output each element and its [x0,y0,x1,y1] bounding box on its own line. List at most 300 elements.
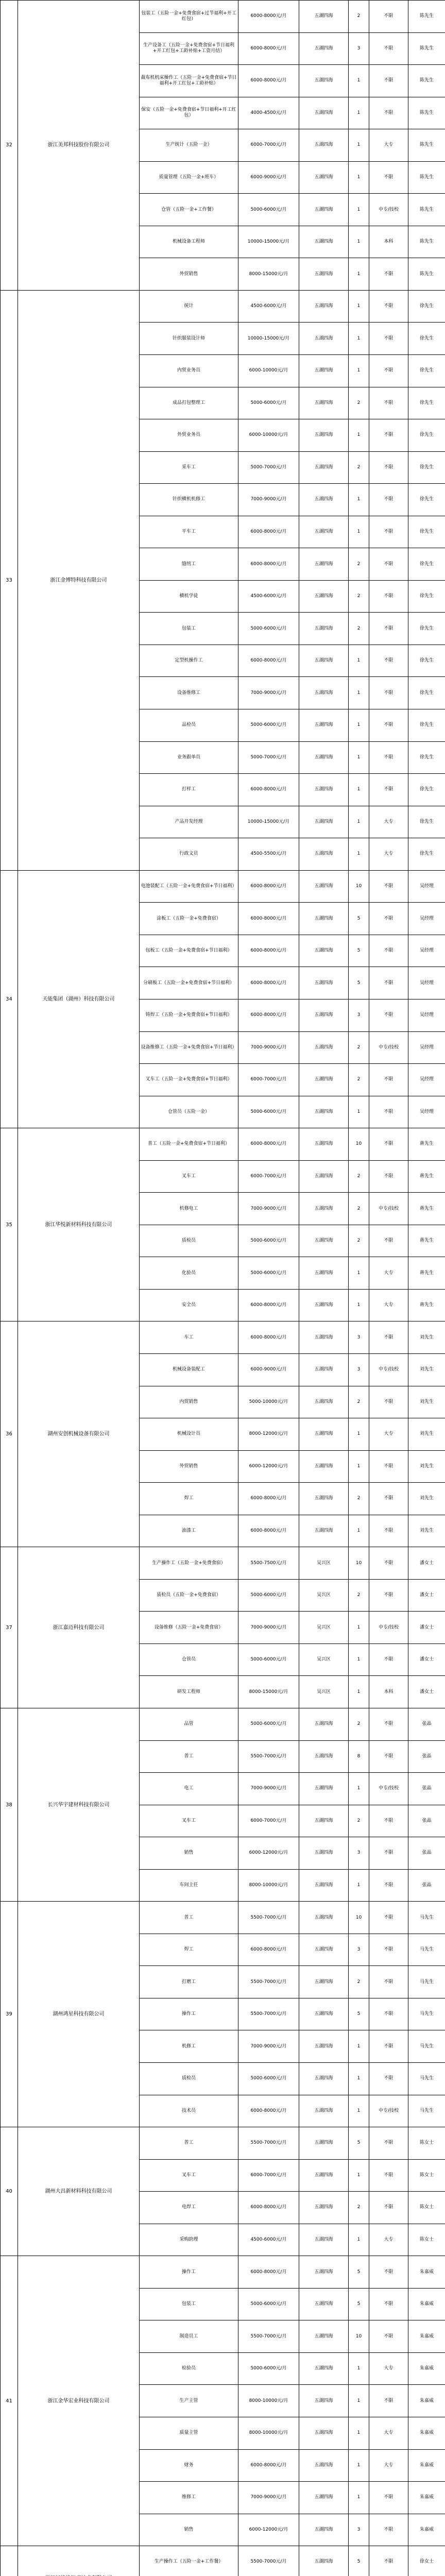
job-salary: 5000-6000元/月 [238,2063,299,2095]
job-headcount: 1 [349,65,369,97]
job-contact: 吴经理 [408,1096,445,1128]
job-headcount: 2 [349,548,369,581]
job-headcount: 3 [349,1321,369,1354]
company-number: 35 [1,1128,18,1321]
job-education: 不限 [369,2482,408,2514]
job-position: 普工 [140,1740,238,1773]
job-position: 包装工 [140,613,238,645]
job-headcount: 3 [349,1353,369,1386]
job-location: 五湖四海 [299,709,349,742]
job-headcount: 10 [349,2320,369,2353]
job-headcount: 1 [349,516,369,548]
job-education: 不限 [369,161,408,194]
company-name [18,2546,140,2576]
job-position: 包装工 [140,2288,238,2320]
job-headcount: 1 [349,1096,369,1128]
job-education: 不限 [369,2320,408,2353]
job-position: 包板工（五险一金+免费食宿+节日福利） [140,935,238,967]
job-position: 油漆工 [140,1515,238,1547]
job-headcount: 1 [349,1773,369,1805]
job-education: 不限 [369,2546,408,2576]
job-headcount: 10 [349,870,369,903]
job-education: 不限 [369,323,408,355]
job-contact: 朱嘉威 [408,2417,445,2450]
job-education: 不限 [369,1483,408,1515]
job-position: 采购助理 [140,2224,238,2256]
job-contact: 张晶 [408,1837,445,1870]
job-contact: 蒋先生 [408,1289,445,1321]
job-salary: 5000-6000元/月 [238,1257,299,1290]
job-education: 不限 [369,580,408,613]
job-headcount: 2 [349,1031,369,1064]
company-name: 浙江华悦新材料科技有限公司 [18,1128,140,1321]
job-salary: 6000-8000元/月 [238,1128,299,1161]
company-name: 天能集团（湖州）科技有限公司 [18,870,140,1128]
job-headcount: 5 [349,2288,369,2320]
job-headcount: 1 [349,161,369,194]
job-contact: 刘先生 [408,1386,445,1418]
job-salary: 5500-7000元/月 [238,2546,299,2576]
job-contact: 吴经理 [408,967,445,999]
job-position: 外贸业务员 [140,419,238,452]
job-headcount: 1 [349,2449,369,2482]
job-position: 机械设计员 [140,1418,238,1451]
job-position: 电焊工 [140,2192,238,2224]
job-salary: 5000-6000元/月 [238,1579,299,1612]
job-salary: 7000-9000元/月 [238,1193,299,1225]
job-location: 五湖四海 [299,2417,349,2450]
job-education: 不限 [369,387,408,419]
job-position: 车间主任 [140,1869,238,1902]
job-location: 五湖四海 [299,2224,349,2256]
job-salary: 5000-6000元/月 [238,1708,299,1740]
job-headcount: 5 [349,1998,369,2030]
job-headcount: 1 [349,323,369,355]
job-contact: 蒋先生 [408,1225,445,1257]
job-contact: 刘先生 [408,1450,445,1483]
job-headcount: 2 [349,1966,369,1998]
job-position: 销售 [140,1837,238,1870]
job-headcount: 3 [349,32,369,65]
job-salary: 7000-9000元/月 [238,1031,299,1064]
job-position: 质检员 [140,2063,238,2095]
job-location: 五湖四海 [299,806,349,838]
job-position: 设备维修（五险一金+免费食宿） [140,1612,238,1644]
job-location: 吴兴区 [299,1547,349,1580]
job-contact: 马先生 [408,1966,445,1998]
job-contact: 朱嘉威 [408,2514,445,2546]
job-education: 不限 [369,1998,408,2030]
job-headcount: 1 [349,1418,369,1451]
job-headcount: 10 [349,1547,369,1580]
job-location: 五湖四海 [299,2352,349,2385]
job-position: 焊工 [140,1934,238,1966]
job-contact: 徐先生 [408,838,445,871]
job-headcount: 2 [349,1,369,33]
job-location: 五湖四海 [299,2449,349,2482]
job-location: 五湖四海 [299,870,349,903]
job-location: 五湖四海 [299,1386,349,1418]
job-location: 五湖四海 [299,1257,349,1290]
job-contact: 陈先生 [408,32,445,65]
table-row [1,1321,445,1354]
job-headcount: 1 [349,2417,369,2450]
job-contact: 陈先生 [408,129,445,162]
job-contact: 潘女士 [408,1676,445,1708]
job-headcount: 1 [349,2030,369,2063]
job-contact: 徐先生 [408,741,445,774]
job-contact: 朱嘉威 [408,2256,445,2289]
job-location: 五湖四海 [299,1966,349,1998]
job-contact: 徐先生 [408,451,445,484]
job-headcount: 3 [349,1837,369,1870]
job-headcount: 2 [349,1483,369,1515]
company-name: 湖州安创机械设备有限公司 [18,1321,140,1547]
job-location: 五湖四海 [299,741,349,774]
job-education: 不限 [369,1869,408,1902]
job-contact: 马先生 [408,1998,445,2030]
job-education: 不限 [369,2063,408,2095]
job-location: 五湖四海 [299,2127,349,2160]
job-contact: 陈女士 [408,2224,445,2256]
job-contact: 吴经理 [408,903,445,935]
job-position: 电池装配工（五险一金+免费食宿+节日福利） [140,870,238,903]
table-row [1,2256,445,2289]
job-position: 生产统计（五险一金） [140,129,238,162]
job-education: 中专/技校 [369,2095,408,2127]
job-education: 不限 [369,999,408,1031]
job-headcount: 1 [349,774,369,806]
job-education: 不限 [369,1064,408,1096]
job-contact: 张晶 [408,1740,445,1773]
job-contact: 吴经理 [408,1031,445,1064]
company-number: 36 [1,1321,18,1547]
job-location: 五湖四海 [299,1805,349,1837]
job-education: 大专 [369,2449,408,2482]
job-salary: 5500-7000元/月 [238,1902,299,1934]
job-education: 不限 [369,709,408,742]
job-salary: 6000-8000元/月 [238,935,299,967]
job-headcount: 1 [349,226,369,258]
job-headcount: 1 [349,2385,369,2417]
table-row [1,1128,445,1161]
job-contact: 徐先生 [408,774,445,806]
job-location: 五湖四海 [299,32,349,65]
job-headcount: 1 [349,1289,369,1321]
job-salary: 6000-9000元/月 [238,161,299,194]
job-headcount: 5 [349,967,369,999]
table-row [1,290,445,323]
job-position: 包装工（五险一金+免费食宿+过节福利+开工红包） [140,1,238,33]
job-education: 不限 [369,2127,408,2160]
job-education: 不限 [369,1,408,33]
job-contact: 朱嘉威 [408,2449,445,2482]
job-headcount: 3 [349,999,369,1031]
job-contact: 朱嘉威 [408,2352,445,2385]
job-education: 不限 [369,1386,408,1418]
table-row [1,1708,445,1740]
job-contact: 陈先生 [408,226,445,258]
job-position: 打样工 [140,774,238,806]
job-contact: 陈先生 [408,65,445,97]
job-position: 普工（五险一金+免费食宿+节日福利） [140,1128,238,1161]
job-headcount: 2 [349,580,369,613]
job-location: 五湖四海 [299,838,349,871]
job-location: 五湖四海 [299,387,349,419]
job-position: 机修电工 [140,1193,238,1225]
job-education: 不限 [369,1547,408,1580]
job-salary: 7000-9000元/月 [238,1773,299,1805]
job-salary: 6000-8000元/月 [238,1515,299,1547]
job-contact: 徐先生 [408,355,445,387]
job-location: 五湖四海 [299,645,349,677]
job-headcount: 1 [349,194,369,226]
job-position: 行政文员 [140,838,238,871]
job-position: 技术员 [140,2095,238,2127]
job-headcount: 3 [349,2514,369,2546]
job-headcount: 3 [349,1934,369,1966]
job-contact: 潘女士 [408,1612,445,1644]
job-education: 不限 [369,1450,408,1483]
job-education: 不限 [369,1225,408,1257]
job-position: 化验员 [140,1257,238,1290]
job-location: 五湖四海 [299,161,349,194]
job-salary: 5500-7000元/月 [238,1966,299,1998]
job-salary: 4500-6000元/月 [238,290,299,323]
job-position: 针织服装设计师 [140,323,238,355]
job-salary: 4500-6000元/月 [238,580,299,613]
job-salary: 10000-15000元/月 [238,323,299,355]
job-contact: 徐先生 [408,613,445,645]
job-location: 五湖四海 [299,516,349,548]
job-location: 五湖四海 [299,1064,349,1096]
company-number: 34 [1,870,18,1128]
job-education: 不限 [369,1096,408,1128]
job-education: 中专/技校 [369,1773,408,1805]
job-salary: 6000-8000元/月 [238,870,299,903]
job-location: 五湖四海 [299,2385,349,2417]
job-headcount: 2 [349,1708,369,1740]
job-education: 不限 [369,548,408,581]
job-location: 五湖四海 [299,97,349,129]
job-position: 生产主管 [140,2385,238,2417]
job-location: 五湖四海 [299,1160,349,1193]
job-salary: 8000-15000元/月 [238,258,299,291]
job-salary: 5000-7000元/月 [238,451,299,484]
table-row [1,870,445,903]
job-salary: 6000-12000元/月 [238,1837,299,1870]
job-location: 五湖四海 [299,258,349,291]
job-headcount: 1 [349,806,369,838]
job-salary: 7000-9000元/月 [238,484,299,516]
job-location: 五湖四海 [299,2288,349,2320]
job-education: 不限 [369,2385,408,2417]
job-position: 叉车工 [140,2159,238,2192]
job-salary: 7000-9000元/月 [238,2482,299,2514]
job-salary: 6000-8000元/月 [238,516,299,548]
job-headcount: 10 [349,1902,369,1934]
job-position: 打磨工 [140,1966,238,1998]
job-location: 五湖四海 [299,1837,349,1870]
job-position: 针织横机机修工 [140,484,238,516]
table-row [1,1547,445,1580]
job-contact: 徐先生 [408,516,445,548]
job-contact: 马先生 [408,2095,445,2127]
job-contact: 张晶 [408,1869,445,1902]
job-position: 设备维修工 [140,677,238,709]
job-contact: 刘先生 [408,1353,445,1386]
job-location: 五湖四海 [299,1321,349,1354]
job-education: 不限 [369,1515,408,1547]
job-location: 五湖四海 [299,355,349,387]
job-headcount: 1 [349,2224,369,2256]
job-education: 不限 [369,65,408,97]
job-salary: 5500-7000元/月 [238,2127,299,2160]
job-location: 五湖四海 [299,1128,349,1161]
job-position: 保安（五险一金+免费食宿+节日福利+开工红包） [140,97,238,129]
job-headcount: 2 [349,2192,369,2224]
job-location: 五湖四海 [299,1934,349,1966]
job-education: 不限 [369,2256,408,2289]
job-headcount: 1 [349,484,369,516]
job-salary: 6000-7000元/月 [238,2159,299,2192]
job-location: 五湖四海 [299,2320,349,2353]
job-location: 五湖四海 [299,1289,349,1321]
job-location: 五湖四海 [299,419,349,452]
job-education: 不限 [369,2514,408,2546]
job-salary: 5500-7000元/月 [238,2320,299,2353]
job-position: 普工 [140,1902,238,1934]
job-location: 五湖四海 [299,1773,349,1805]
job-location: 五湖四海 [299,1096,349,1128]
job-position: 普工 [140,2127,238,2160]
job-education: 不限 [369,2030,408,2063]
job-education: 不限 [369,1321,408,1354]
job-education: 不限 [369,677,408,709]
job-salary: 10000-15000元/月 [238,806,299,838]
job-salary: 5500-7000元/月 [238,1740,299,1773]
job-salary: 5000-10000元/月 [238,1386,299,1418]
job-education: 不限 [369,1643,408,1676]
job-position: 统计 [140,290,238,323]
job-headcount: 2 [349,613,369,645]
job-headcount: 8 [349,1740,369,1773]
company-name: 湖州鸿星科技有限公司 [18,1902,140,2127]
job-salary: 6000-7000元/月 [238,1160,299,1193]
job-contact: 徐先生 [408,806,445,838]
job-position: 横机学徒 [140,580,238,613]
job-salary: 10000-15000元/月 [238,226,299,258]
job-headcount: 1 [349,1515,369,1547]
job-location: 五湖四海 [299,484,349,516]
job-education: 大专 [369,2352,408,2385]
job-salary: 5000-6000元/月 [238,613,299,645]
job-position: 维修工 [140,2482,238,2514]
job-location: 五湖四海 [299,1,349,33]
job-headcount: 1 [349,645,369,677]
job-location: 五湖四海 [299,999,349,1031]
job-salary: 6000-10000元/月 [238,419,299,452]
job-contact: 吴经理 [408,870,445,903]
job-headcount: 2 [349,1805,369,1837]
job-headcount: 1 [349,129,369,162]
job-salary: 6000-8000元/月 [238,2256,299,2289]
job-contact: 马先生 [408,1934,445,1966]
job-location: 五湖四海 [299,1902,349,1934]
job-contact: 陈女士 [408,2192,445,2224]
job-contact: 徐先生 [408,419,445,452]
job-education: 不限 [369,290,408,323]
job-salary: 5000-6000元/月 [238,2352,299,2385]
job-headcount: 5 [349,903,369,935]
job-position: 业务跟单员 [140,741,238,774]
job-headcount: 1 [349,419,369,452]
job-salary: 4500-6000元/月 [238,2224,299,2256]
job-education: 不限 [369,32,408,65]
job-position: 铸焊工（五险一金+免费食宿+节日福利） [140,999,238,1031]
job-position: 设备维修工（五险一金+免费食宿+节日福利） [140,1031,238,1064]
company-number: 33 [1,290,18,870]
job-position: 外贸销售 [140,258,238,291]
job-salary: 6000-8000元/月 [238,65,299,97]
job-position: 研发工程师 [140,1676,238,1708]
job-headcount: 1 [349,2095,369,2127]
job-location: 五湖四海 [299,65,349,97]
job-location: 吴兴区 [299,1643,349,1676]
job-contact: 刘先生 [408,1321,445,1354]
job-position: 生产操作工（五险一金+免费食宿） [140,1547,238,1580]
job-salary: 6000-8000元/月 [238,2192,299,2224]
job-location: 五湖四海 [299,2030,349,2063]
job-location: 五湖四海 [299,1353,349,1386]
job-contact: 吴经理 [408,935,445,967]
job-salary: 6000-8000元/月 [238,32,299,65]
job-headcount: 1 [349,290,369,323]
job-salary: 6000-8000元/月 [238,774,299,806]
job-location: 五湖四海 [299,2482,349,2514]
job-headcount: 2 [349,1225,369,1257]
job-contact: 朱嘉威 [408,2385,445,2417]
job-location: 五湖四海 [299,323,349,355]
job-location: 五湖四海 [299,2546,349,2576]
job-salary: 6000-10000元/月 [238,355,299,387]
job-education: 不限 [369,97,408,129]
job-education: 不限 [369,1902,408,1934]
job-salary: 6000-8000元/月 [238,967,299,999]
job-location: 五湖四海 [299,226,349,258]
job-salary: 6000-8000元/月 [238,1289,299,1321]
job-education: 中专/技校 [369,194,408,226]
job-salary: 6000-7000元/月 [238,129,299,162]
job-headcount: 1 [349,1869,369,1902]
job-position: 制造员工 [140,2320,238,2353]
job-contact: 徐先生 [408,709,445,742]
job-position: 质检员（五险一金+免费食宿） [140,1579,238,1612]
job-salary: 7000-9000元/月 [238,677,299,709]
job-education: 不限 [369,258,408,291]
job-salary: 6000-8000元/月 [238,999,299,1031]
job-salary: 5000-6000元/月 [238,1225,299,1257]
job-location: 五湖四海 [299,2192,349,2224]
job-headcount: 1 [349,97,369,129]
job-contact: 徐先生 [408,548,445,581]
job-contact: 徐先生 [408,677,445,709]
job-salary: 6000-8000元/月 [238,548,299,581]
job-headcount: 2 [349,1064,369,1096]
job-headcount: 2 [349,1386,369,1418]
job-education: 本科 [369,1676,408,1708]
job-position: 叉车工 [140,1160,238,1193]
